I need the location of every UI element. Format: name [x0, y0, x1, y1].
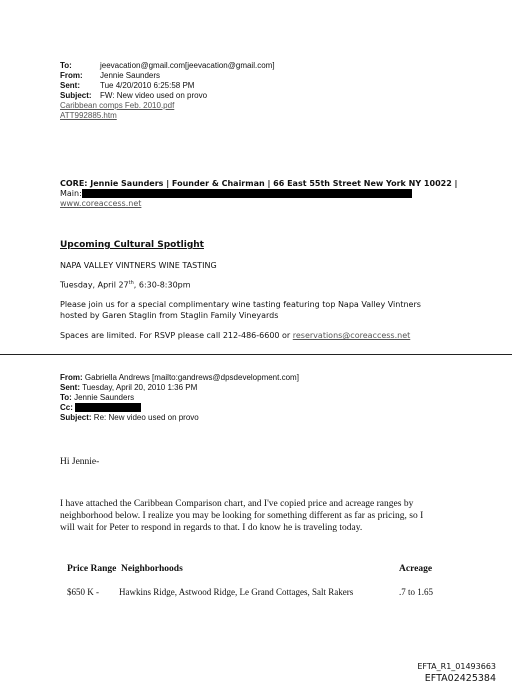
event-date-prefix: Tuesday, April 27: [60, 280, 129, 290]
attachment-link-pdf[interactable]: Caribbean comps Feb. 2010.pdf: [60, 101, 175, 110]
from-value: Gabriella Andrews [mailto:gandrews@dpsdevelopment.com]: [84, 373, 299, 382]
email1-sent-row: [60, 81, 194, 91]
core-signature-line: [60, 179, 457, 188]
body-line-1: I have attached the Caribbean Comparison chart, and I've copied price and acreage ranges by: [60, 499, 414, 509]
rsvp-text: Spaces are limited. For RSVP please call 212-486-6600 or: [60, 331, 293, 340]
email2-subject-row: [60, 413, 199, 423]
cc-label: Cc:: [60, 403, 73, 412]
attachment-link-htm[interactable]: ATT992885.htm: [60, 111, 117, 120]
event-date-suffix: , 6:30-8:30pm: [133, 280, 191, 290]
email1-to-row: [60, 61, 275, 71]
rsvp-email-link[interactable]: reservations@coreaccess.net: [292, 331, 411, 340]
sent-label: Sent:: [60, 383, 80, 392]
subject-label: Subject:: [60, 413, 92, 422]
spotlight-title: Upcoming Cultural Spotlight: [60, 240, 204, 250]
cell-neighborhoods: Hawkins Ridge, Astwood Ridge, Le Grand Cottages, Salt Rakers: [119, 587, 354, 597]
divider-line: [0, 354, 512, 355]
efta-ref-2: EFTA02425384: [424, 673, 496, 684]
subject-value: FW: New video used on provo: [100, 91, 208, 100]
from-value: Jennie Saunders: [100, 71, 161, 80]
core-signature-text: CORE: Jennie Saunders | Founder & Chairman | 66 East 55th Street New York NY 10022 |: [60, 179, 458, 188]
redaction-bar: [82, 189, 412, 198]
col-header-price: Price Range: [67, 564, 117, 574]
to-label: To:: [60, 393, 72, 402]
body-line-2: neighborhood below. I realize you may be looking for something different as far as pricing, so I: [60, 511, 424, 521]
greeting: Hi Jennie-: [60, 457, 100, 467]
subject-label: Subject:: [60, 91, 92, 100]
email1-subject-row: [60, 91, 207, 101]
sent-value: Tuesday, April 20, 2010 1:36 PM: [82, 383, 198, 392]
website-link[interactable]: www.coreaccess.net: [60, 199, 142, 208]
body-paragraph: [60, 498, 423, 534]
email2-from-row: [60, 373, 299, 383]
event-title: NAPA VALLEY VINTNERS WINE TASTING: [60, 261, 217, 270]
col-header-neighborhoods: Neighborhoods: [121, 564, 183, 574]
body-line-3: will wait for Peter to respond in regards to that. I do know he is traveling today.: [60, 523, 363, 533]
sent-label: Sent:: [60, 81, 80, 90]
cell-acreage: .7 to 1.65: [399, 587, 434, 597]
col-header-acreage: Acreage: [399, 564, 433, 574]
invite-paragraph: [60, 299, 421, 321]
email2-sent-row: [60, 383, 197, 393]
to-label: To:: [60, 61, 72, 70]
sent-value: Tue 4/20/2010 6:25:58 PM: [100, 81, 195, 90]
main-label: Main:: [60, 189, 82, 198]
email2-cc-row: [60, 403, 141, 413]
subject-value: Re: New video used on provo: [93, 413, 199, 422]
from-label: From:: [60, 71, 83, 80]
to-value: jeevacation@gmail.com[jeevacation@gmail.com]: [100, 61, 275, 70]
event-date: [60, 280, 191, 290]
email2-to-row: [60, 393, 134, 403]
event-date-sup: th: [128, 280, 134, 286]
efta-ref-1: EFTA_R1_01493663: [417, 662, 496, 671]
cell-price: $650 K -: [67, 587, 99, 597]
to-value: Jennie Saunders: [74, 393, 135, 402]
email1-from-row: [60, 71, 160, 81]
invite-line-2: hosted by Garen Staglin from Staglin Family Vineyards: [60, 311, 279, 320]
redaction-bar: [75, 403, 141, 412]
core-main-row: [60, 189, 412, 198]
invite-line-1: Please join us for a special complimentary wine tasting featuring top Napa Valley Vintners: [60, 300, 421, 309]
rsvp-line: [60, 331, 410, 340]
from-label: From:: [60, 373, 83, 382]
